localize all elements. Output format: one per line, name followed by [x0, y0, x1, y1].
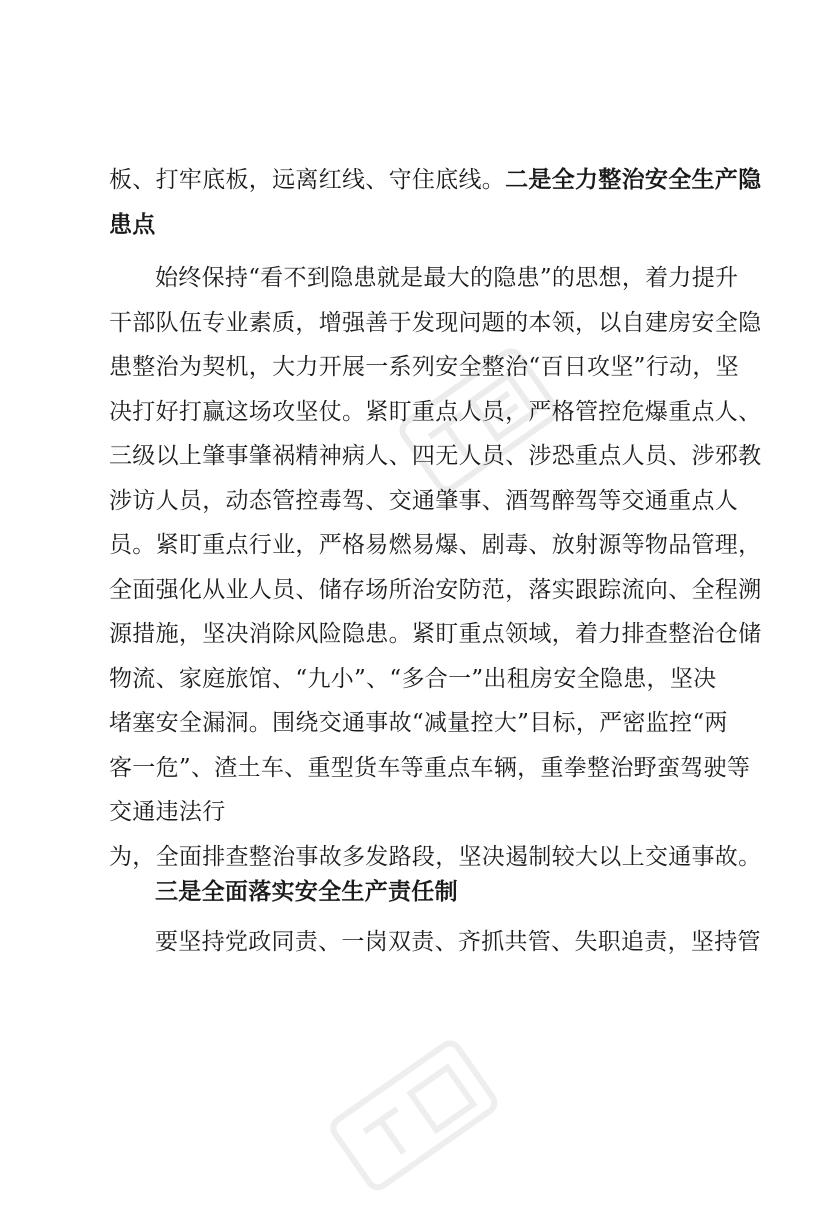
text-line-13: 堵塞安全漏洞。围绕交通事故“减量控大”目标，严密监控“两 — [109, 710, 728, 736]
text-line-14: 客一危”、渣土车、重型货车等重点车辆，重拳整治野蛮驾驶等 — [109, 755, 751, 781]
text-line-9: 员。紧盯重点行业，严格易燃易爆、剧毒、放射源等物品管理， — [109, 532, 762, 558]
text-line-12: 物流、家庭旅馆、“九小”、“多合一”出租房安全隐患，坚决 — [109, 666, 717, 692]
section-heading-3: 三是全面落实安全生产责任制 — [155, 878, 458, 905]
text-line-11: 源措施，坚决消除风险隐患。紧盯重点领域，着力排查整治仓储 — [109, 621, 762, 647]
text-line-10: 全面强化从业人员、储存场所治安防范，落实跟踪流向、全程溯 — [109, 577, 762, 603]
watermark-stamp-bottom-icon — [313, 1022, 515, 1210]
text-line-15: 交通违法行 — [109, 799, 226, 825]
text-line-5: 患整治为契机，大力开展一系列安全整治“百日攻坚”行动，坚 — [109, 354, 739, 380]
section-heading-2: 二是全力整治安全生产隐 — [505, 166, 762, 193]
text-line-3: 始终保持“看不到隐患就是最大的隐患”的思想，着力提升 — [155, 265, 739, 291]
text-line-16: 为，全面排查整治事故多发路段，坚决遏制较大以上交通事故。 — [109, 844, 762, 870]
text-line-7: 三级以上肇事肇祸精神病人、四无人员、涉恐重点人员、涉邪教 — [109, 443, 762, 469]
section-heading-2-cont: 患点 — [109, 211, 156, 238]
watermark-stamp-bottom — [313, 1022, 518, 1212]
text-line-4: 干部队伍专业素质，增强善于发现问题的本领，以自建房安全隐 — [109, 310, 762, 336]
text-line-1: 板、打牢底板，远离红线、守住底线。二是全力整治安全生产隐 — [109, 166, 762, 193]
text-line-18: 要坚持党政同责、一岗双责、齐抓共管、失职追责，坚持管 — [155, 929, 761, 955]
text-line-6: 决打好打赢这场攻坚仗。紧盯重点人员，严格管控危爆重点人、 — [109, 399, 762, 425]
text-line-8: 涉访人员，动态管控毒驾、交通肇事、酒驾醉驾等交通重点人 — [109, 488, 739, 514]
